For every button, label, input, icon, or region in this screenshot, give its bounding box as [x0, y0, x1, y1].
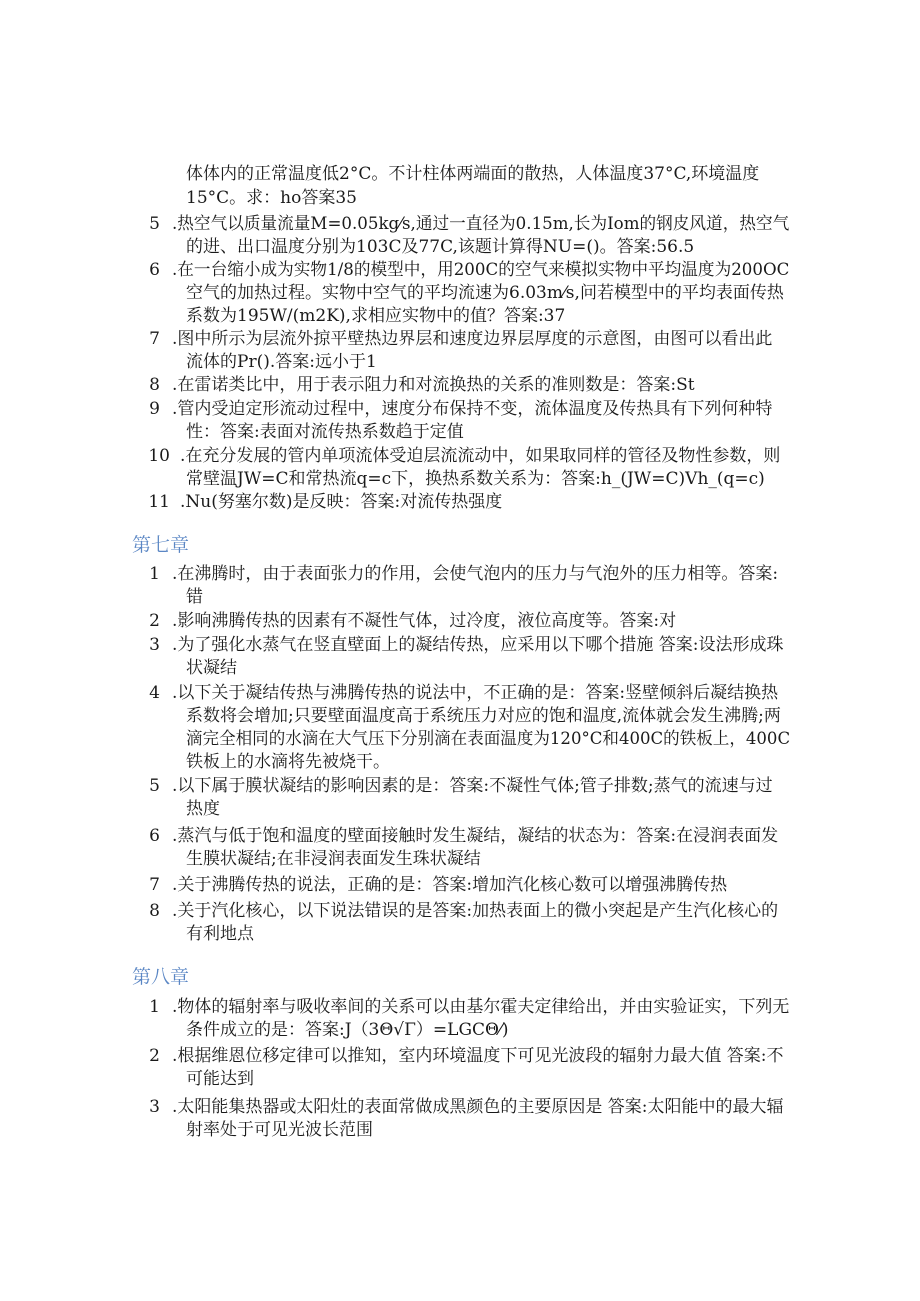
item-text: .在充分发展的管内单项流体受迫层流流动中，如果取同样的管径及物性参数，则	[180, 446, 781, 466]
item-text: .图中所示为层流外掠平壁热边界层和速度边界层厚度的示意图，由图可以看出此	[172, 329, 773, 349]
item-text: 系数将会增加;只要壁面温度高于系统压力对应的饱和温度,流体就会发生沸腾;两	[186, 706, 781, 726]
item-number: 5	[149, 214, 160, 234]
item-text: 系数为195W/(m2K),求相应实物中的值？答案:37	[186, 306, 566, 326]
item-number: 8	[149, 375, 160, 395]
item-text: 射率处于可见光波长范围	[186, 1120, 373, 1140]
item-text: .蒸汽与低于饱和温度的壁面接触时发生凝结，凝结的状态为：答案:在浸润表面发	[172, 826, 779, 846]
item-number: 3	[149, 635, 160, 655]
intro-line: 15°C。求：ho答案35	[186, 188, 357, 208]
item-number: 6	[149, 260, 160, 280]
item-text: .在沸腾时，由于表面张力的作用，会使气泡内的压力与气泡外的压力相等。答案:	[172, 564, 779, 584]
item-number: 3	[149, 1097, 160, 1117]
item-text: .在雷诺类比中，用于表示阻力和对流换热的关系的准则数是：答案:St	[172, 375, 695, 395]
item-text: .在一台缩小成为实物1/8的模型中，用200C的空气来模拟实物中平均温度为200OC	[172, 260, 790, 280]
item-number: 9	[149, 399, 160, 419]
item-text: 状凝结	[186, 658, 237, 678]
item-text: .太阳能集热器或太阳灶的表面常做成黑颜色的主要原因是 答案:太阳能中的最大辐	[172, 1097, 784, 1117]
item-text: 有利地点	[186, 924, 254, 944]
item-text: 铁板上的水滴将先被烧干。	[186, 752, 390, 772]
item-text: 空气的加热过程。实物中空气的平均流速为6.03m⁄s,问若模型中的平均表面传热	[186, 283, 784, 303]
chapter-7-heading: 第七章	[132, 534, 190, 556]
item-number: 1	[149, 564, 160, 584]
item-text: 错	[186, 587, 203, 607]
item-number: 1	[149, 997, 160, 1017]
item-text: .管内受迫定形流动过程中，速度分布保持不变，流体温度及传热具有下列何种特	[172, 399, 773, 419]
item-number: 8	[149, 901, 160, 921]
item-text: .影响沸腾传热的因素有不凝性气体，过冷度，液位高度等。答案:对	[172, 611, 677, 631]
item-text: 生膜状凝结;在非浸润表面发生珠状凝结	[186, 849, 481, 869]
item-text: .为了强化水蒸气在竖直壁面上的凝结传热，应采用以下哪个措施 答案:设法形成珠	[172, 635, 784, 655]
item-number: 2	[149, 1046, 160, 1066]
item-number: 10	[148, 446, 170, 466]
item-text: .以下关于凝结传热与沸腾传热的说法中，不正确的是：答案:竖壁倾斜后凝结换热	[172, 683, 779, 703]
item-text: 常壁温JW=C和常热流q=c下，换热系数关系为：答案:h_(JW=C)Vh_(q=c)	[186, 469, 765, 489]
item-number: 7	[149, 329, 160, 349]
item-number: 11	[148, 492, 170, 512]
item-number: 5	[149, 776, 160, 796]
item-number: 6	[149, 826, 160, 846]
item-text: .以下属于膜状凝结的影响因素的是：答案:不凝性气体;管子排数;蒸气的流速与过	[172, 776, 773, 796]
item-text: 流体的Pr().答案:远小于1	[186, 352, 377, 372]
item-number: 2	[149, 611, 160, 631]
item-text: .物体的辐射率与吸收率间的关系可以由基尔霍夫定律给出，并由实验证实，下列无	[172, 997, 790, 1017]
item-text: .Nu(努塞尔数)是反映：答案:对流传热强度	[180, 492, 503, 512]
item-number: 7	[149, 875, 160, 895]
item-text: 可能达到	[186, 1069, 254, 1089]
item-text: 的进、出口温度分别为103C及77C,该题计算得NU=()。答案:56.5	[186, 237, 695, 257]
item-text: 性：答案:表面对流传热系数趋于定值	[186, 422, 464, 442]
intro-line: 体体内的正常温度低2°C。不计柱体两端面的散热，人体温度37°C,环境温度	[186, 164, 760, 184]
item-text: .关于沸腾传热的说法，正确的是：答案:增加汽化核心数可以增强沸腾传热	[172, 875, 728, 895]
item-text: 条件成立的是：答案:J（3Θ√Γ）=LGCΘ⁄)	[186, 1020, 509, 1040]
item-text: .热空气以质量流量M=0.05kg⁄s,通过一直径为0.15m,长为Iom的钢皮风道，热空气	[172, 214, 790, 234]
item-text: .关于汽化核心，以下说法错误的是答案:加热表面上的微小突起是产生汽化核心的	[172, 901, 779, 921]
item-text: 热度	[186, 799, 220, 819]
item-text: 滴完全相同的水滴在大气压下分别滴在表面温度为120°C和400C的铁板上，400C	[186, 729, 791, 749]
item-text: .根据维恩位移定律可以推知，室内环境温度下可见光波段的辐射力最大值 答案:不	[172, 1046, 784, 1066]
chapter-8-heading: 第八章	[132, 966, 190, 988]
item-number: 4	[149, 683, 160, 703]
